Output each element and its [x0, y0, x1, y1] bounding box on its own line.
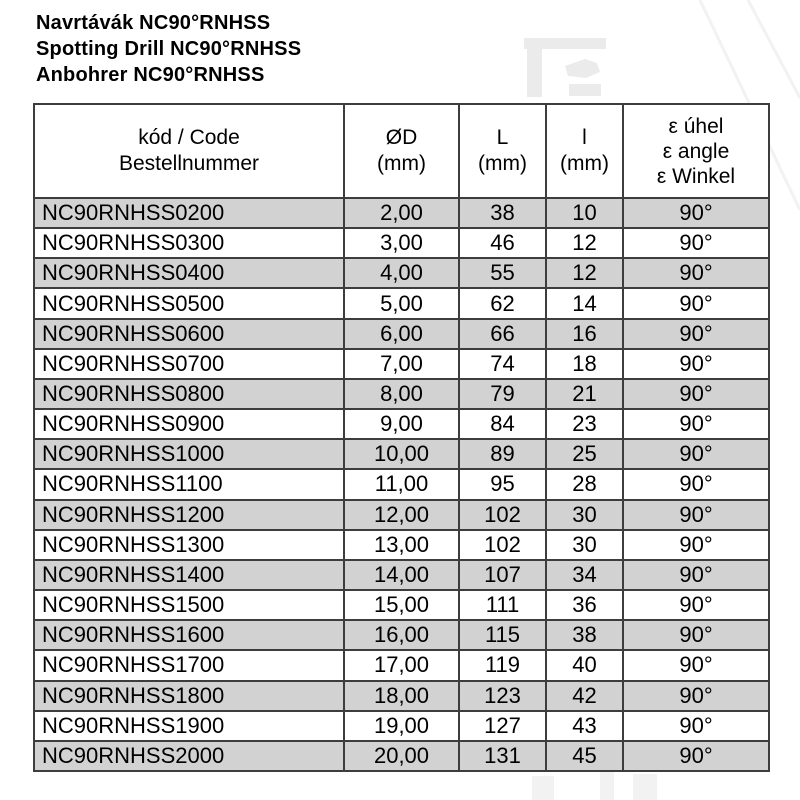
cell-overall-length: 107 — [459, 560, 546, 590]
cell-overall-length: 123 — [459, 681, 546, 711]
cell-diameter: 13,00 — [344, 530, 459, 560]
cell-diameter: 7,00 — [344, 349, 459, 379]
cell-flute-length: 30 — [546, 500, 623, 530]
col-header-angle-czech: ε úhel — [668, 114, 724, 138]
cell-flute-length: 18 — [546, 349, 623, 379]
cell-angle: 90° — [623, 590, 769, 620]
cell-overall-length: 62 — [459, 288, 546, 318]
cell-flute-length: 25 — [546, 439, 623, 469]
cell-code: NC90RNHSS1700 — [34, 650, 344, 680]
col-header-angle-english: ε angle — [662, 139, 730, 163]
cell-overall-length: 38 — [459, 198, 546, 228]
cell-flute-length: 40 — [546, 650, 623, 680]
cell-code: NC90RNHSS0500 — [34, 288, 344, 318]
table-row — [34, 439, 769, 469]
cell-overall-length: 55 — [459, 258, 546, 288]
cell-diameter: 17,00 — [344, 650, 459, 680]
cell-code: NC90RNHSS0600 — [34, 319, 344, 349]
cell-flute-length: 43 — [546, 711, 623, 741]
cell-diameter: 8,00 — [344, 379, 459, 409]
col-header-flute-length — [546, 104, 623, 198]
cell-diameter: 3,00 — [344, 228, 459, 258]
cell-angle: 90° — [623, 258, 769, 288]
cell-angle: 90° — [623, 469, 769, 499]
cell-flute-length: 38 — [546, 620, 623, 650]
cell-angle: 90° — [623, 379, 769, 409]
cell-flute-length: 23 — [546, 409, 623, 439]
cell-flute-length: 12 — [546, 228, 623, 258]
table-row — [34, 530, 769, 560]
table-row — [34, 650, 769, 680]
table-row — [34, 741, 769, 771]
title-line-german: Anbohrer NC90°RNHSS — [36, 64, 265, 86]
cell-overall-length: 79 — [459, 379, 546, 409]
cell-code: NC90RNHSS0300 — [34, 228, 344, 258]
col-header-flute-length-unit: (mm) — [560, 152, 609, 175]
table-row — [34, 711, 769, 741]
cell-overall-length: 95 — [459, 469, 546, 499]
title-line-czech: Navrtávák NC90°RNHSS — [36, 12, 271, 34]
cell-code: NC90RNHSS1000 — [34, 439, 344, 469]
col-header-diameter — [344, 104, 459, 198]
cell-angle: 90° — [623, 288, 769, 318]
table-row — [34, 590, 769, 620]
cell-code: NC90RNHSS1400 — [34, 560, 344, 590]
cell-angle: 90° — [623, 681, 769, 711]
col-header-code-line2: Bestellnummer — [118, 152, 260, 175]
cell-overall-length: 102 — [459, 500, 546, 530]
col-header-overall-length — [459, 104, 546, 198]
cell-flute-length: 21 — [546, 379, 623, 409]
table-row — [34, 681, 769, 711]
cell-diameter: 4,00 — [344, 258, 459, 288]
cell-diameter: 2,00 — [344, 198, 459, 228]
col-header-diameter-symbol: ØD — [385, 126, 418, 149]
table-row — [34, 319, 769, 349]
col-header-diameter-unit: (mm) — [377, 152, 426, 175]
cell-diameter: 15,00 — [344, 590, 459, 620]
cell-code: NC90RNHSS0700 — [34, 349, 344, 379]
cell-overall-length: 102 — [459, 530, 546, 560]
cell-code: NC90RNHSS1600 — [34, 620, 344, 650]
cell-code: NC90RNHSS0900 — [34, 409, 344, 439]
cell-diameter: 19,00 — [344, 711, 459, 741]
cell-flute-length: 14 — [546, 288, 623, 318]
cell-overall-length: 84 — [459, 409, 546, 439]
cell-overall-length: 89 — [459, 439, 546, 469]
cell-code: NC90RNHSS1500 — [34, 590, 344, 620]
col-header-flute-length-symbol: l — [582, 126, 587, 149]
col-header-angle-german: ε Winkel — [656, 164, 736, 188]
cell-angle: 90° — [623, 650, 769, 680]
table-row — [34, 258, 769, 288]
cell-code: NC90RNHSS0400 — [34, 258, 344, 288]
cell-angle: 90° — [623, 349, 769, 379]
cell-overall-length: 131 — [459, 741, 546, 771]
cell-flute-length: 36 — [546, 590, 623, 620]
cell-diameter: 20,00 — [344, 741, 459, 771]
cell-angle: 90° — [623, 620, 769, 650]
cell-diameter: 18,00 — [344, 681, 459, 711]
table-row — [34, 620, 769, 650]
table-row — [34, 379, 769, 409]
cell-diameter: 9,00 — [344, 409, 459, 439]
page-title — [36, 10, 301, 88]
cell-flute-length: 12 — [546, 258, 623, 288]
cell-angle: 90° — [623, 409, 769, 439]
table-row — [34, 469, 769, 499]
spec-table-body — [34, 198, 769, 771]
cell-flute-length: 28 — [546, 469, 623, 499]
cell-angle: 90° — [623, 560, 769, 590]
cell-overall-length: 74 — [459, 349, 546, 379]
cell-flute-length: 10 — [546, 198, 623, 228]
cell-angle: 90° — [623, 500, 769, 530]
cell-angle: 90° — [623, 198, 769, 228]
cell-diameter: 11,00 — [344, 469, 459, 499]
table-row — [34, 228, 769, 258]
cell-flute-length: 30 — [546, 530, 623, 560]
table-row — [34, 198, 769, 228]
cell-diameter: 6,00 — [344, 319, 459, 349]
cell-flute-length: 16 — [546, 319, 623, 349]
cell-diameter: 16,00 — [344, 620, 459, 650]
col-header-angle — [623, 104, 769, 198]
table-row — [34, 288, 769, 318]
spec-table — [33, 103, 770, 772]
cell-angle: 90° — [623, 228, 769, 258]
cell-overall-length: 119 — [459, 650, 546, 680]
cell-angle: 90° — [623, 530, 769, 560]
title-line-english: Spotting Drill NC90°RNHSS — [36, 38, 302, 60]
cell-code: NC90RNHSS0800 — [34, 379, 344, 409]
cell-code: NC90RNHSS1100 — [34, 469, 344, 499]
col-header-overall-length-unit: (mm) — [478, 152, 527, 175]
cell-code: NC90RNHSS0200 — [34, 198, 344, 228]
cell-angle: 90° — [623, 711, 769, 741]
cell-code: NC90RNHSS1900 — [34, 711, 344, 741]
cell-diameter: 12,00 — [344, 500, 459, 530]
cell-code: NC90RNHSS1200 — [34, 500, 344, 530]
cell-diameter: 14,00 — [344, 560, 459, 590]
cell-diameter: 5,00 — [344, 288, 459, 318]
cell-overall-length: 66 — [459, 319, 546, 349]
cell-code: NC90RNHSS1800 — [34, 681, 344, 711]
cell-overall-length: 111 — [459, 590, 546, 620]
table-row — [34, 500, 769, 530]
table-row — [34, 409, 769, 439]
col-header-code — [34, 104, 344, 198]
table-row — [34, 560, 769, 590]
cell-diameter: 10,00 — [344, 439, 459, 469]
cell-flute-length: 34 — [546, 560, 623, 590]
cell-code: NC90RNHSS1300 — [34, 530, 344, 560]
cell-angle: 90° — [623, 319, 769, 349]
cell-overall-length: 115 — [459, 620, 546, 650]
cell-angle: 90° — [623, 439, 769, 469]
table-row — [34, 349, 769, 379]
cell-angle: 90° — [623, 741, 769, 771]
cell-overall-length: 46 — [459, 228, 546, 258]
col-header-code-line1: kód / Code — [138, 126, 240, 149]
cell-overall-length: 127 — [459, 711, 546, 741]
col-header-overall-length-symbol: L — [496, 126, 509, 149]
cell-flute-length: 42 — [546, 681, 623, 711]
cell-code: NC90RNHSS2000 — [34, 741, 344, 771]
header-row — [34, 104, 769, 198]
cell-flute-length: 45 — [546, 741, 623, 771]
